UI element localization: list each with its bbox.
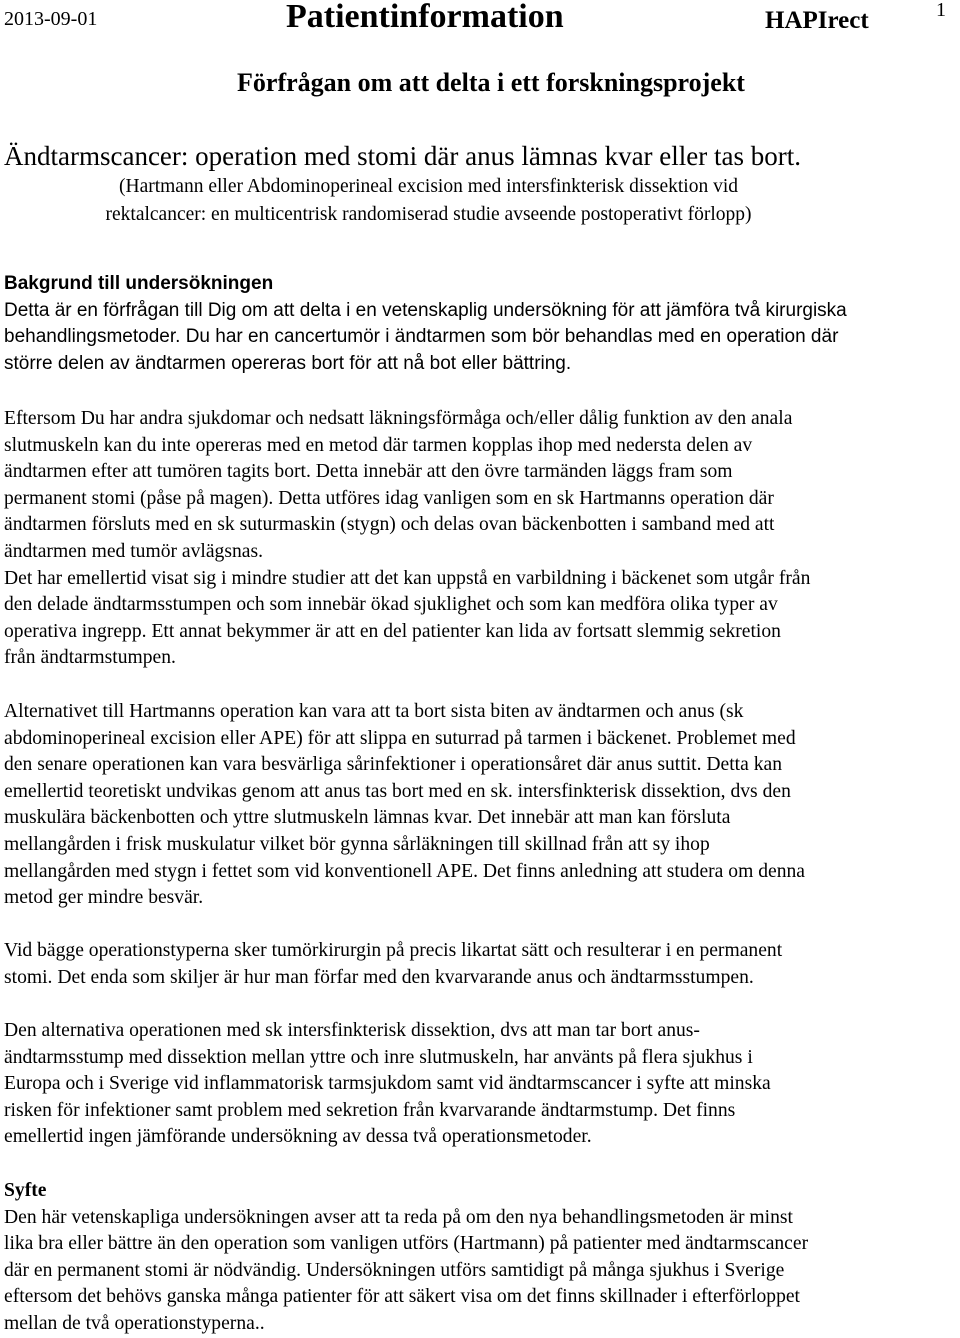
paragraph-line: ändtarmen försluts med en sk suturmaskin (stygn) och delas ovan bäckenbotten i samband med att [4, 514, 775, 536]
paragraph-line: större delen av ändtarmen opereras bort för att nå bot eller bättring. [4, 352, 572, 374]
paragraph-line: stomi. Det enda som skiljer är hur man förfar med den kvarvarande anus och ändtarmsstumpen. [4, 966, 754, 988]
document-title: Patientinformation [286, 0, 564, 35]
page-number: 1 [936, 0, 946, 21]
study-title: Ändtarmscancer: operation med stomi där anus lämnas kvar eller tas bort. [4, 141, 801, 171]
paragraph-line: där en permanent stomi är nödvändig. Undersökningen utförs samtidigt på många sjukhus i Sverige [4, 1259, 785, 1281]
paragraph-1 [4, 406, 956, 672]
paragraph-line: från ändtarmstumpen. [4, 647, 176, 669]
paragraph-line: mellangården i frisk muskulatur vilket bör gynna sårläkningen till skillnad från att sy ihop [4, 833, 710, 855]
paragraph-line: slutmuskeln kan du inte opereras med en metod där tarmen kopplas ihop med nedersta delen av [4, 434, 753, 456]
paragraph-line: Den här vetenskapliga undersökningen avser att ta reda på om den nya behandlingsmetoden är minst [4, 1206, 793, 1228]
paragraph-line: Den alternativa operationen med sk intersfinkterisk dissektion, dvs att man tar bort anus- [4, 1020, 700, 1041]
paragraph-line: eftersom det behövs ganska många patienter för att säkert visa om det finns skillnader i efterförloppet [4, 1286, 801, 1308]
paragraph-line: muskulära bäckenbotten och yttre slutmuskeln lämnas kvar. Det innebär att man kan försluta [4, 807, 731, 829]
background-heading: Bakgrund till undersökningen [4, 273, 274, 294]
paragraph-line: lika bra eller bättre än den operation som vanligen utförs (Hartmann) på patienter med ändtarmscancer [4, 1233, 809, 1255]
paragraph-line: emellertid ingen jämförande undersökning av dessa två operationsmetoder. [4, 1126, 592, 1148]
paragraph-3 [4, 938, 956, 991]
paragraph-2 [4, 699, 956, 912]
study-subtitle-line: rektalcancer: en multicentrisk randomiserad studie avseende postoperativt förlopp) [105, 204, 752, 225]
document-date: 2013-09-01 [4, 8, 98, 30]
paragraph-line: risken för infektioner samt problem med sekretion från kvarvarande ändtarmstump. Det finns [4, 1099, 736, 1121]
paragraph-line: operativa ingrepp. Ett annat bekymmer är att en del patienter kan lida av fortsatt slemmig sekretion [4, 620, 781, 642]
paragraph-line: metod ger mindre besvär. [4, 887, 204, 909]
paragraph-line: ändtarmsstump med dissektion mellan yttre och inre slutmuskeln, har använts på flera sjukhus i [4, 1046, 753, 1068]
paragraph-line: mellan de två operationstyperna.. [4, 1312, 265, 1334]
study-brand: HAPIrect [765, 7, 869, 34]
paragraph-line: den senare operationen kan vara besvärliga sårinfektioner i operationsåret där anus suttit. Detta kan [4, 754, 783, 776]
paragraph-line: behandlingsmetoder. Du har en cancertumör i ändtarmen som bör behandlas med en operation där [4, 326, 839, 348]
paragraph-line: permanent stomi (påse på magen). Detta utföres idag vanligen som en sk Hartmanns operation där [4, 487, 774, 509]
paragraph-line: mellangården med stygn i fettet som vid konventionell APE. Det finns anledning att studera om denna [4, 860, 805, 882]
paragraph-line: ändtarmen med tumör avlägsnas. [4, 540, 263, 562]
paragraph-line: Det har emellertid visat sig i mindre studier att det kan uppstå en varbildning i bäckenet som utgår från [4, 567, 811, 589]
paragraph-line: Alternativet till Hartmanns operation kan vara att ta bort sista biten av ändtarmen och anus (sk [4, 701, 744, 722]
paragraph-line: Eftersom Du har andra sjukdomar och nedsatt läkningsförmåga och/eller dålig funktion av den anala [4, 408, 793, 429]
study-subtitle-line: (Hartmann eller Abdominoperineal excision med intersfinkterisk dissektion vid [119, 176, 738, 197]
paragraph-line: abdominoperineal excision eller APE) för att slippa en suturrad på tarmen i bäckenet. Problemet med [4, 727, 796, 749]
document-subtitle: Förfrågan om att delta i ett forskningsprojekt [237, 68, 745, 97]
paragraph-line: Vid bägge operationstyperna sker tumörkirurgin på precis likartat sätt och resulterar i en permanent [4, 940, 783, 961]
paragraph-4 [4, 1018, 956, 1151]
paragraph-line: Europa och i Sverige vid inflammatorisk tarmsjukdom samt vid ändtarmscancer i syfte att minska [4, 1073, 771, 1095]
paragraph-line: ändtarmen efter att tumören tagits bort. Detta innebär att den övre tarmänden läggs fram som [4, 461, 733, 483]
paragraph-line: den delade ändtarmsstumpen och som innebär ökad sjuklighet och som kan medföra olika typer av [4, 594, 778, 616]
paragraph-line: Detta är en förfrågan till Dig om att delta i en vetenskaplig undersökning för att jämföra två kirurgiska [4, 299, 847, 321]
purpose-section [4, 1178, 956, 1338]
purpose-heading: Syfte [4, 1180, 47, 1201]
paragraph-line: emellertid teoretiskt undvikas genom att anus tas bort med en sk. intersfinkterisk dissektion, dvs den [4, 780, 791, 802]
background-section [4, 271, 956, 377]
